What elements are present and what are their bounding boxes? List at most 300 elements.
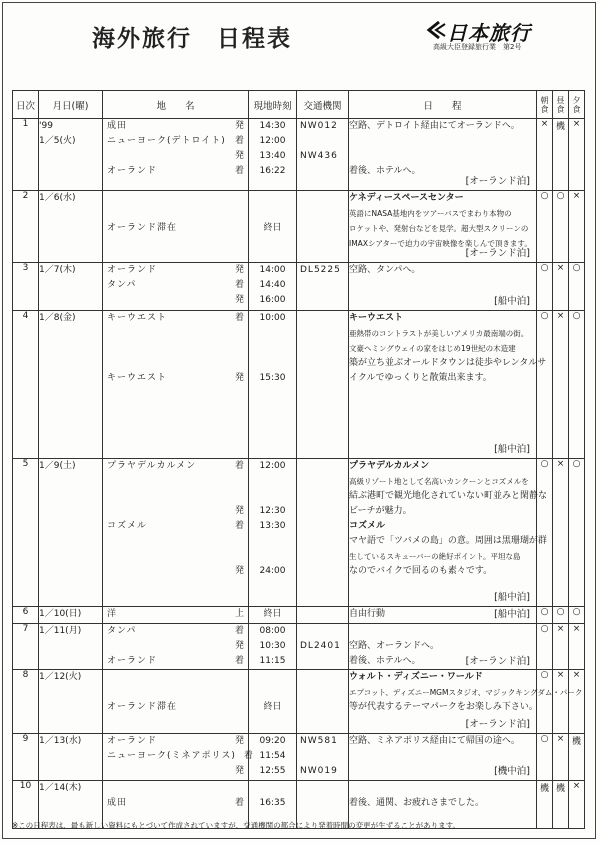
place-name [107,639,228,654]
table-row [13,670,585,734]
flight-number: DL2401 [300,641,341,651]
place-name [107,764,228,779]
place-line [103,474,248,489]
place-name: ニューヨーク(デトロイト) [107,136,226,146]
itinerary-table [12,90,585,829]
local-time: 13:40 [259,151,286,161]
overnight-location: [オーランド泊] [465,656,530,667]
table-row [13,311,585,459]
header-dinner [569,91,585,119]
date-text: 1／13(水) [39,736,82,746]
schedule-text [349,624,536,639]
place-name [107,191,228,206]
place-line [103,134,248,149]
place-name [107,549,228,564]
place-line [103,764,248,779]
local-time: 12:00 [259,461,286,471]
overnight-location: [船中泊] [494,609,530,620]
place-action: 発 [234,265,244,275]
meal-dinner: × [569,624,585,670]
place-line [103,639,248,654]
place-line [103,206,248,221]
day-number: 6 [13,607,39,624]
place-action: 発 [234,121,244,131]
overnight-location: [オーランド泊] [465,248,530,259]
brand-block [425,16,575,56]
time-cell [249,263,297,311]
place-line [103,326,248,341]
schedule-text: 亜熱帯のコントラストが美しいアメリカ最南端の街。 [349,329,529,338]
meal-dinner: ○ [569,311,585,459]
local-time [249,489,296,504]
local-time [249,356,296,371]
place-line [103,371,248,386]
place-name: オーランド [107,265,158,275]
header-breakfast [537,91,553,119]
schedule-text: 英語にNASA基地内をツアーバスでまわり本物の [349,209,512,218]
schedule-heading: プラヤデルカルメン [349,461,430,471]
place-name: プラヤデルカルメン [107,461,197,471]
meal-dinner: × [569,781,585,829]
header-dinner-1: 夕 [572,95,581,105]
local-time: 24:00 [259,566,286,576]
overnight-location: [船中泊] [494,444,530,455]
date-text: 1／9(土) [39,461,76,471]
place-name [107,356,228,371]
meal-dinner: × [569,119,585,191]
local-time: 14:40 [259,280,286,290]
place-line [103,459,248,474]
place-action: 発 [234,295,244,305]
place-action [228,341,244,356]
place-line [103,624,248,639]
place-line [103,781,248,796]
place-action: 着 [234,280,244,290]
local-time: 12:55 [259,766,286,776]
schedule-heading: ウォルト・ディズニー・ワールド [349,672,483,682]
place-name [107,670,228,685]
place-line [103,519,248,534]
date-cell [39,670,103,734]
flight-number [297,749,348,764]
schedule-text: 着後、ホテルへ。 [349,656,421,666]
flight-number: NW019 [300,766,338,776]
flight-number [297,164,348,179]
place-action [228,489,244,504]
header-time: 現地時刻 [249,91,297,119]
meal-dinner: ○ [569,263,585,311]
table-row [13,459,585,607]
schedule-text: 空路、オーランドへ。 [349,641,440,651]
date-text: 1／8(金) [39,313,76,323]
place-cell [103,263,249,311]
place-line [103,504,248,519]
schedule-text: 築が立ち並ぶオールドタウンは徒歩やレンタルサ [349,358,547,368]
time-cell [249,734,297,781]
date-text: 1／12(火) [39,672,82,682]
local-time [249,341,296,356]
flight-number: DL5225 [300,265,341,275]
meal-dinner: 機 [569,734,585,781]
place-name: 洋 [107,609,118,619]
date-cell [39,624,103,670]
local-time: 10:30 [259,641,286,651]
schedule-text: ビーチが魅力。 [349,506,412,516]
place-line [103,191,248,206]
meal-lunch: ○ [553,607,569,624]
day-number: 7 [13,624,39,670]
place-name [107,685,228,700]
place-action: 着 [234,461,244,471]
schedule-text: 結ぶ港町で観光地化されていない町並みと閑静な [349,491,548,501]
place-line [103,221,248,236]
place-line [103,311,248,326]
place-action [228,781,244,796]
transport-cell [297,191,349,263]
schedule-text: 着後、ホテルへ。 [349,166,421,176]
place-line [103,489,248,504]
schedule-text [349,134,536,149]
place-action: 着 [234,521,244,531]
place-action [228,685,244,700]
flight-number [297,134,348,149]
day-number: 2 [13,191,39,263]
overnight-location: [オーランド泊] [465,719,530,730]
place-name [107,326,228,341]
schedule-text: 生しているスキューバーの絶好ポイント。平坦な島 [349,552,521,561]
place-line [103,164,248,179]
place-action [228,191,244,206]
place-name: タンパ [107,626,137,636]
place-line [103,564,248,579]
local-time: 15:30 [259,373,286,383]
table-row [13,191,585,263]
schedule-cell [349,119,537,191]
place-name: キーウエスト [107,313,168,323]
transport-cell [297,607,349,624]
local-time: 終日 [263,609,282,619]
overnight-location: [船中泊] [494,296,530,307]
brand-registration: 高級大臣登録旅行業 第2号 [433,43,522,51]
local-time: 16:00 [259,295,286,305]
place-line [103,263,248,278]
schedule-text: 文豪ヘミングウェイの家をはじめ19世紀の木造建 [349,344,516,353]
place-name [107,206,228,221]
meal-lunch: 機 [553,781,569,829]
place-action: 着 [234,656,244,666]
place-action [228,700,244,715]
schedule-cell [349,191,537,263]
place-action: 発 [234,736,244,746]
place-name: オーランド滞在 [107,223,178,233]
local-time [249,206,296,221]
schedule-text: エプコット、ディズニーMGMスタジオ、マジックキングダム・パーク [349,688,583,697]
date-text: 1／11(月) [39,626,82,636]
local-time: 11:54 [259,751,286,761]
flight-number [297,654,348,669]
place-line [103,341,248,356]
header-breakfast-1: 朝 [540,95,549,105]
date-text: 1／10(日) [39,609,82,619]
table-row [13,119,585,191]
date-cell [39,191,103,263]
schedule-heading: キーウエスト [349,313,404,323]
local-time: 10:00 [259,313,286,323]
place-line [103,796,248,811]
schedule-text: 等が代表するテーマパークをお楽しみ下さい。 [349,702,538,712]
date-text: 1／7(木) [39,265,76,275]
local-time: 14:00 [259,265,286,275]
schedule-text: 空路、デトロイト経由にてオーランドへ。 [349,121,520,131]
table-row [13,624,585,670]
place-line [103,607,248,622]
time-cell [249,607,297,624]
place-cell [103,119,249,191]
local-time: 08:00 [259,626,286,636]
transport-cell [297,734,349,781]
day-number: 1 [13,119,39,191]
schedule-cell [349,311,547,459]
place-name: キーウエスト [107,373,168,383]
header-schedule: 日 程 [349,91,537,119]
meal-breakfast: ○ [537,624,553,670]
schedule-text: 自由行動 [349,609,386,619]
meal-dinner: ○ [569,607,585,624]
place-cell [103,624,249,670]
place-action: 着 [234,626,244,636]
itinerary-body [13,119,585,829]
day-number: 9 [13,734,39,781]
header-date: 月日(曜) [39,91,103,119]
local-time: 終日 [263,702,282,712]
header-transport: 交通機関 [297,91,349,119]
date-cell [39,734,103,781]
day-number: 5 [13,459,39,607]
place-line [103,549,248,564]
date-text: '99 [39,121,53,131]
place-action [228,534,244,549]
local-time [249,549,296,564]
overnight-location: [船中泊] [494,592,530,603]
place-name [107,504,228,519]
place-name: 成田 [107,121,128,131]
place-action: 着 [234,313,244,323]
place-name [107,474,228,489]
time-cell [249,119,297,191]
table-header-row [13,91,585,119]
place-line [103,734,248,749]
flight-number: NW581 [300,736,338,746]
meal-dinner: × [569,191,585,263]
date-text: 1／6(水) [39,193,76,203]
transport-cell [297,311,349,459]
place-action [228,326,244,341]
meal-lunch: × [553,734,569,781]
schedule-text [349,149,536,164]
schedule-cell [349,670,583,734]
schedule-text: ロケットや、発射台などを見学。超大型スクリーンの [349,224,529,233]
transport-cell [297,459,349,607]
place-line [103,356,248,371]
place-name [107,293,228,308]
meal-dinner: ○ [569,459,585,607]
place-line [103,654,248,669]
meal-lunch: × [553,624,569,670]
overnight-location: [機中泊] [494,766,530,777]
place-name: オーランド [107,656,158,666]
place-action: 発 [234,566,244,576]
table-row [13,734,585,781]
schedule-text: マヤ語で「ツバメの島」の意。周囲は黒珊瑚が群 [349,536,547,546]
place-cell [103,311,249,459]
local-time: 12:30 [259,506,286,516]
time-cell [249,311,297,459]
schedule-cell [349,263,537,311]
local-time [249,474,296,489]
meal-lunch: × [553,311,569,459]
schedule-cell [349,459,548,607]
place-action: 発 [234,766,244,776]
schedule-heading: ケネディースペースセンター [349,193,464,203]
place-line [103,534,248,549]
meal-lunch: ○ [553,191,569,263]
local-time: 12:00 [259,136,286,146]
flight-number [297,624,348,639]
place-action [228,549,244,564]
place-name [107,781,228,796]
place-line [103,149,248,164]
schedule-text: 空路、タンパへ。 [349,265,421,275]
place-cell [103,191,249,263]
place-cell [103,670,249,734]
meal-breakfast: 機 [537,781,553,829]
schedule-cell [349,607,537,624]
schedule-text: イクルでゆっくりと散策出来ます。 [349,373,492,383]
local-time: 13:30 [259,521,286,531]
place-action: 着 [234,136,244,146]
time-cell [249,670,297,734]
schedule-cell [349,624,537,670]
local-time [249,685,296,700]
place-action [228,356,244,371]
date-text: 1／5(火) [39,136,76,146]
place-action [228,206,244,221]
place-line [103,749,253,764]
meal-lunch: × [553,459,569,607]
header-lunch [553,91,569,119]
header-lunch-1: 昼 [556,95,565,105]
place-name: コズメル [107,521,148,531]
local-time: 14:30 [259,121,286,131]
place-action [228,474,244,489]
transport-cell [297,119,349,191]
day-number: 3 [13,263,39,311]
place-action: 発 [234,151,244,161]
place-line [103,700,248,715]
local-time: 09:20 [259,736,286,746]
place-action: 上 [234,609,244,619]
place-action: 着 [234,166,244,176]
local-time [249,670,296,685]
place-name: タンパ [107,280,137,290]
local-time [249,534,296,549]
header-dinner-2: 食 [572,104,581,114]
place-cell [103,734,253,781]
day-number: 8 [13,670,39,734]
meal-lunch: 機 [553,119,569,191]
local-time [249,326,296,341]
flight-number: NW436 [300,151,338,161]
place-name [107,489,228,504]
place-line [103,278,248,293]
schedule-cell [349,734,537,781]
schedule-text [349,781,536,796]
place-name: オーランド滞在 [107,702,178,712]
page-title: 海外旅行 日程表 [92,26,292,52]
day-number: 10 [13,781,39,829]
place-action [228,670,244,685]
transport-cell [297,670,349,734]
place-name: オーランド [107,736,158,746]
place-name: 成田 [107,798,128,808]
footnote: ※この日程表は、最も新しい資料にもとづいて作成されていますが、交通機関の都合により発着時間の変更が生ずることがあります。 [12,821,461,830]
schedule-text: 高級リゾート地として名高いカンクーンとコズメルを [349,477,529,486]
place-cell [103,459,249,607]
place-action: 着 [234,798,244,808]
place-cell [103,607,249,624]
schedule-text: IMAXシアターで迫力の宇宙映像を楽しんで頂きます。 [349,239,532,248]
table-row [13,607,585,624]
meal-breakfast: ○ [537,670,553,734]
local-time: 11:15 [259,656,286,666]
meal-dinner: × [569,670,585,734]
time-cell [249,459,297,607]
schedule-text: なのでバイクで回るのも素々です。 [349,566,493,576]
meal-lunch: × [553,670,569,734]
place-name: ニューヨーク(ミネアポリス) [107,751,236,761]
schedule-heading: コズメル [349,521,386,531]
meal-lunch: × [553,263,569,311]
schedule-text: 着後、通関、お疲れさまでした。 [349,798,485,808]
header-breakfast-2: 食 [540,104,549,114]
header-lunch-2: 食 [556,104,565,114]
header-day: 日次 [13,91,39,119]
place-action: 発 [234,373,244,383]
date-cell [39,311,103,459]
meal-breakfast: ○ [537,459,553,607]
table-row [13,263,585,311]
day-number: 4 [13,311,39,459]
place-name [107,149,228,164]
schedule-text: 空路、ミネアポリス経由にて帰国の途へ。 [349,736,520,746]
local-time: 16:22 [259,166,286,176]
local-time: 終日 [263,223,282,233]
meal-breakfast: × [537,119,553,191]
date-cell [39,263,103,311]
place-name [107,534,228,549]
place-action: 発 [234,506,244,516]
brand-name: 日本旅行 [447,21,531,45]
time-cell [249,624,297,670]
place-action [228,221,244,236]
meal-breakfast: ○ [537,263,553,311]
transport-cell [297,624,349,670]
place-line [103,119,248,134]
overnight-location: [オーランド泊] [465,176,530,187]
flight-number: NW012 [300,121,338,131]
meal-breakfast: ○ [537,734,553,781]
local-time [249,191,296,206]
